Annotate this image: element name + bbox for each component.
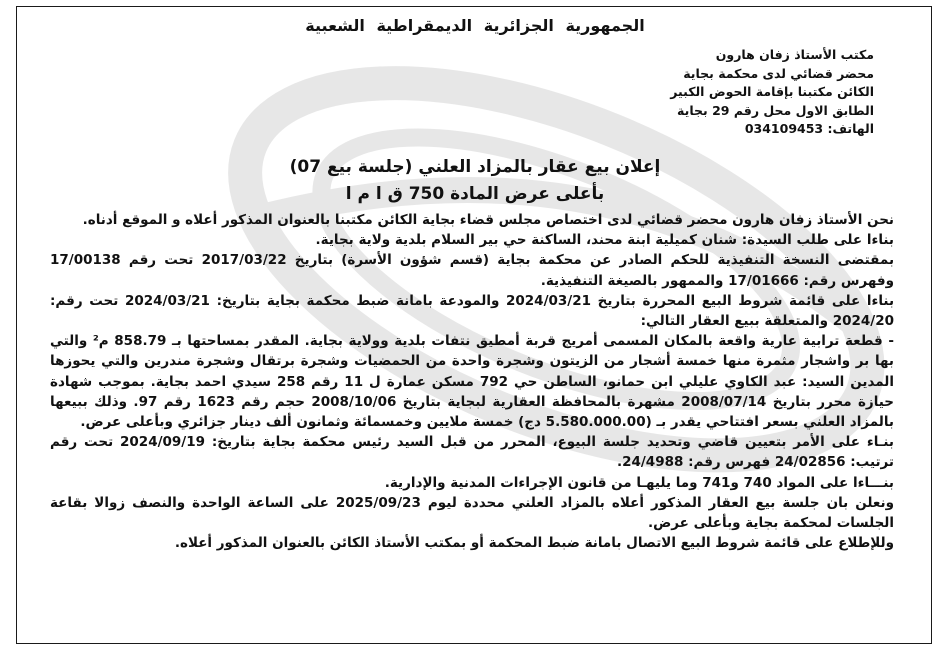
announcement-body	[50, 210, 894, 553]
office-block	[670, 46, 874, 139]
paragraph-order: بنـاء على الأمر بتعيين قاضي وتحديد جلسة البيوع، المحرر من قبل السيد رئيس محكمة بجاية بتاريخ: 2024/09/19 تحت رقم ترتيب: 24/02856 فهرس رقم: 24/4988.	[50, 434, 895, 471]
paragraph-judgment: بمقتضى النسخة التنفيذية للحكم الصادر عن محكمة بجاية (قسم شؤون الأسرة) بتاريخ 2017/03/22 تحت رقم 17/00138 وفهرس رقم: 17/01666 والممهور بالصيغة التنفيذية.	[50, 252, 895, 289]
paragraph-property: - قطعة ترابية عارية واقعة بالمكان المسمى أمريج قربة أمطيق نتفات بلدية وولاية بجاية. المقدر بمساحتها بـ 858.79 م² والتي بها بر واشجار مثمرة منها خمسة أشجار من الزيتون وشجرة واحدة من الحمضيات وشجرة برتقال وشجرة مندرين والتي يحوزها المدين السيد: عبد الكاوي عليلي ابن حمانو، الساطن حي 792 مسكن عمارة ل 11 رقم 258 سيدي احمد بجاية. بموجب شهادة حيازة محرر بتاريخ 2008/07/14 مشهرة بالمحافظة العقارية لبجاية بتاريخ 2008/10/06 حجم رقم 1623 رقم 97. وذلك ببيعها بالمزاد العلني بسعر افتتاحي يقدر بـ (5.580.000.00 دج) خمسة ملايين وخمسمائة وثمانون ألف دينار جزائري وبأعلى عرض.	[50, 333, 895, 431]
office-address-2: الطابق الاول محل رقم 29 بجاية	[677, 102, 874, 118]
phone-number: 034109453	[744, 121, 824, 137]
office-role: محضر قضائي لدى محكمة بجاية	[683, 65, 874, 81]
paragraph-conditions: بناءا على قائمة شروط البيع المحررة بتاريخ 2024/03/21 والمودعة بامانة ضبط محكمة بجاية بتاريخ: 2024/03/21 تحت رقم: 2024/20 والمتعلقة ببيع العقار التالي:	[50, 292, 895, 330]
paragraph-bailiff: نحن الأستاذ زفان هارون محضر قضائي لدى اختصاص مجلس قضاء بجاية الكائن مكتبنا بالعنوان المذكور أعلاه و الموقع أدناه.	[82, 212, 894, 228]
announcement-title: إعلان بيع عقار بالمزاد العلني (جلسة بيع 07)	[289, 157, 661, 177]
paragraph-session: ونعلن بان جلسة بيع العقار المذكور أعلاه بالمزاد العلني محددة ليوم 2025/09/23 على الساعة الواحدة والنصف زوالا بقاعة الجلسات لمحكمة بجاية وبأعلى عرض.	[50, 494, 894, 532]
paragraph-request: بناءا على طلب السيدة: شنان كميلية ابنة محند، الساكنة حي بير السلام بلدية ولاية بجاية.	[315, 232, 894, 249]
office-name: مكتب الأستاذ زفان هارون	[715, 47, 874, 62]
announcement-subtitle: بأعلى عرض المادة 750 ق ا م ا	[345, 184, 605, 204]
republic-header: الجمهورية الجزائرية الديمقراطية الشعبية	[305, 16, 645, 35]
office-phone	[670, 120, 874, 139]
paragraph-contact: وللإطلاع على قائمة شروط البيع الاتصال بامانة ضبط المحكمة أو بمكتب الأستاذ الكائن بالعنوان المذكور أعلاه.	[174, 535, 894, 552]
paragraph-articles: بنـــاءا على المواد 740 و741 وما يليهـا من قانون الإجراءات المدنية والإدارية.	[384, 474, 894, 491]
document-content	[20, 10, 930, 640]
phone-label: الهاتف:	[827, 121, 874, 137]
announcement-heading	[20, 154, 930, 208]
office-address-1: الكائن مكتبنا بإقامة الحوض الكبير	[670, 84, 874, 100]
